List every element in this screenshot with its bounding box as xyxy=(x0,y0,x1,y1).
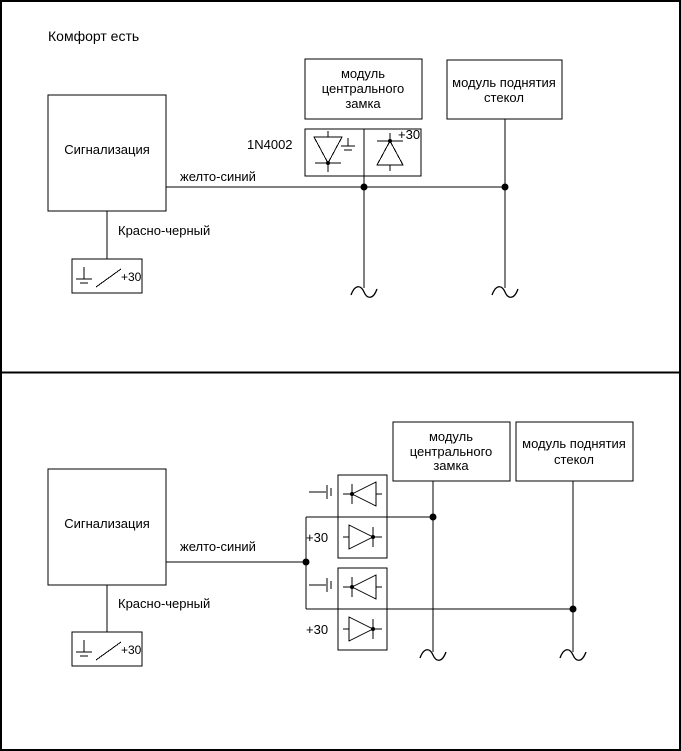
junction-dot xyxy=(570,606,577,613)
red-black-wire-label: Красно-черный xyxy=(118,223,211,238)
yellow-blue-wire-label: желто-синий xyxy=(180,539,256,554)
alarm-label: Сигнализация xyxy=(64,142,150,157)
wire-break-icon xyxy=(351,287,377,298)
junction-dot xyxy=(303,559,310,566)
junction-dot xyxy=(502,184,509,191)
junction-dot xyxy=(361,184,368,191)
red-black-wire-label: Красно-черный xyxy=(118,596,211,611)
window-lift-line1: модуль поднятия xyxy=(522,436,626,451)
top-panel xyxy=(48,28,562,297)
switch-plus30-label: +30 xyxy=(121,643,142,657)
window-lift-line2: стекол xyxy=(484,90,524,105)
diode4-plus30-label: +30 xyxy=(306,622,329,637)
central-lock-line2: центрального xyxy=(409,444,493,459)
ground-icon xyxy=(309,578,331,592)
window-lift-line1: модуль поднятия xyxy=(452,75,556,90)
central-lock-line3: замка xyxy=(433,458,469,473)
panel-title: Комфорт есть xyxy=(48,28,140,44)
diode-plus30-label: +30 xyxy=(398,127,421,142)
bottom-panel xyxy=(48,422,633,666)
alarm-label: Сигнализация xyxy=(64,516,150,531)
diode2-plus30-label: +30 xyxy=(306,530,329,545)
wire-break-icon xyxy=(492,287,518,298)
switch-plus30-label: +30 xyxy=(121,270,142,284)
central-lock-line1: модуль xyxy=(340,66,386,81)
junction-dot xyxy=(430,514,437,521)
window-lift-line2: стекол xyxy=(554,452,594,467)
central-lock-line2: центрального xyxy=(321,81,405,96)
diode-part-number: 1N4002 xyxy=(247,137,293,152)
yellow-blue-wire-label: желто-синий xyxy=(180,169,256,184)
central-lock-line3: замка xyxy=(345,96,381,111)
ground-icon xyxy=(309,485,331,499)
central-lock-line1: модуль xyxy=(428,429,474,444)
